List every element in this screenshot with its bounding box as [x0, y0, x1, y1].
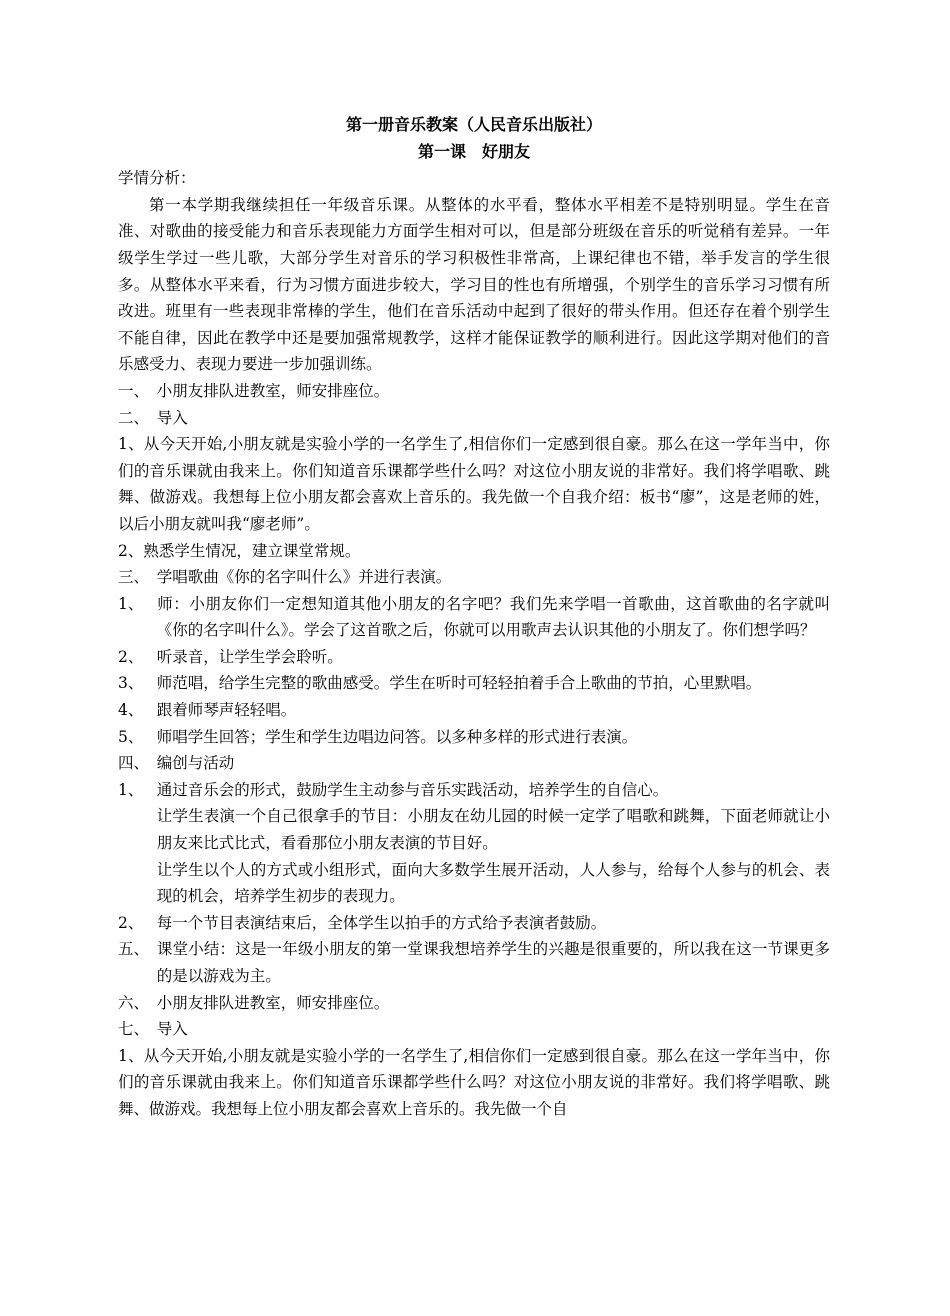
document-page	[118, 112, 830, 1123]
section-3-num: 三、	[118, 568, 150, 587]
list-item	[118, 910, 830, 937]
section-6	[118, 990, 830, 1017]
document-title: 第一册音乐教案（人民音乐出版社）	[345, 115, 602, 134]
list-item-num: 4、	[118, 701, 144, 720]
section-3	[118, 564, 830, 591]
list-item-num: 5、	[118, 727, 144, 746]
list-item-text: 师范唱，给学生完整的歌曲感受。学生在听时可轻轻拍着手合上歌曲的节拍，心里默唱。	[156, 674, 762, 693]
list-item-num: 2、	[118, 913, 144, 932]
list-item	[118, 644, 830, 671]
section-4	[118, 750, 830, 777]
section-7	[118, 1016, 830, 1043]
list-item-num: 3、	[118, 674, 144, 693]
section-3-text: 学唱歌曲《你的名字叫什么》并进行表演。	[156, 568, 452, 587]
list-item-num: 1、	[118, 780, 144, 799]
list-item-text: 听录音，让学生学会聆听。	[156, 647, 343, 666]
list-item-text: 通过音乐会的形式，鼓励学生主动参与音乐实践活动，培养学生的自信心。	[156, 780, 669, 799]
analysis-label: 学情分析：	[118, 169, 196, 188]
list-item	[118, 697, 830, 724]
lesson-title: 第一课 好朋友	[417, 141, 530, 161]
list-item-text: 师：小朋友你们一定想知道其他小朋友的名字吧？我们先来学唱一首歌曲，这首歌曲的名字就叫《你的名字叫什么》。学会了这首歌之后，你就可以用歌声去认识其他的小朋友了。你们想学吗？	[156, 594, 830, 640]
list-item-text: 跟着师琴声轻轻唱。	[156, 701, 297, 720]
list-item	[118, 724, 830, 751]
section-4-num: 四、	[118, 754, 150, 773]
section-2-num: 二、	[118, 408, 150, 427]
list-item-num: 2、	[118, 647, 144, 666]
section-1-num: 一、	[118, 381, 150, 400]
list-item	[118, 777, 830, 804]
analysis-paragraph: 第一本学期我继续担任一年级音乐课。从整体的水平看，整体水平相差不是特别明显。学生在音准、对歌曲的接受能力和音乐表现能力方面学生相对可以，但是部分班级在音乐的听觉稍有差异。一年级学生学过一些儿歌，大部分学生对音乐的学习积极性非常高，上课纪律也不错，举手发言的学生很多。从整体水平来看，行为习惯方面进步较大，学习目的性也有所增强，个别学生的音乐学习习惯有所改进。班里有一些表现非常棒的学生，他们在音乐活动中起到了很好的带头作用。但还存在着个别学生不能自律，因此在教学中还是要加强常规教学，这样才能保证教学的顺利进行。因此这学期对他们的音乐感受力、表现力要进一步加强训练。	[118, 195, 830, 374]
list-item-text: 师唱学生回答；学生和学生边唱边问答。以多种多样的形式进行表演。	[156, 727, 638, 746]
list-item	[118, 670, 830, 697]
section-7-text: 导入	[156, 1020, 188, 1039]
section-7-paragraph-1: 1、从今天开始,小朋友就是实验小学的一名学生了,相信你们一定感到很自豪。那么在这一学年当中，你们的音乐课就由我来上。你们知道音乐课都学些什么吗？对这位小朋友说的非常好。我们将学唱歌、跳舞、做游戏。我想每上位小朋友都会喜欢上音乐的。我先做一个自	[118, 1046, 830, 1118]
section-4-text: 编创与活动	[156, 754, 235, 773]
section-2-text: 导入	[156, 408, 188, 427]
section-7-num: 七、	[118, 1020, 150, 1039]
section-4-sub-paragraph-1: 让学生表演一个自己很拿手的节目：小朋友在幼儿园的时候一定学了唱歌和跳舞，下面老师就让小朋友来比式比式，看看那位小朋友表演的节目好。	[156, 807, 830, 853]
section-5-num: 五、	[118, 940, 150, 959]
section-2-paragraph-1: 1、从今天开始,小朋友就是实验小学的一名学生了,相信你们一定感到很自豪。那么在这一学年当中，你们的音乐课就由我来上。你们知道音乐课都学些什么吗？对这位小朋友说的非常好。我们将学唱歌、跳舞、做游戏。我想每上位小朋友都会喜欢上音乐的。我先做一个自我介绍：板书“廖”，这是老师的姓，以后小朋友就叫我“廖老师”。	[118, 435, 830, 533]
list-item-num: 1、	[118, 594, 144, 613]
section-1-text: 小朋友排队进教室，师安排座位。	[156, 381, 390, 400]
section-1	[118, 378, 830, 405]
section-6-text: 小朋友排队进教室，师安排座位。	[156, 993, 390, 1012]
section-6-num: 六、	[118, 993, 150, 1012]
list-item	[118, 591, 830, 644]
section-5-text: 课堂小结：这是一年级小朋友的第一堂课我想培养学生的兴趣是很重要的，所以我在这一节课更多的是以游戏为主。	[156, 940, 830, 985]
list-item-text: 每一个节目表演结束后，全体学生以拍手的方式给予表演者鼓励。	[156, 913, 607, 932]
section-2	[118, 405, 830, 432]
section-5	[118, 936, 830, 989]
section-4-sub-paragraph-2: 让学生以个人的方式或小组形式，面向大多数学生展开活动，人人参与，给每个人参与的机会、表现的机会，培养学生初步的表现力。	[156, 860, 830, 906]
section-2-paragraph-2: 2、熟悉学生情况，建立课堂常规。	[118, 541, 361, 560]
